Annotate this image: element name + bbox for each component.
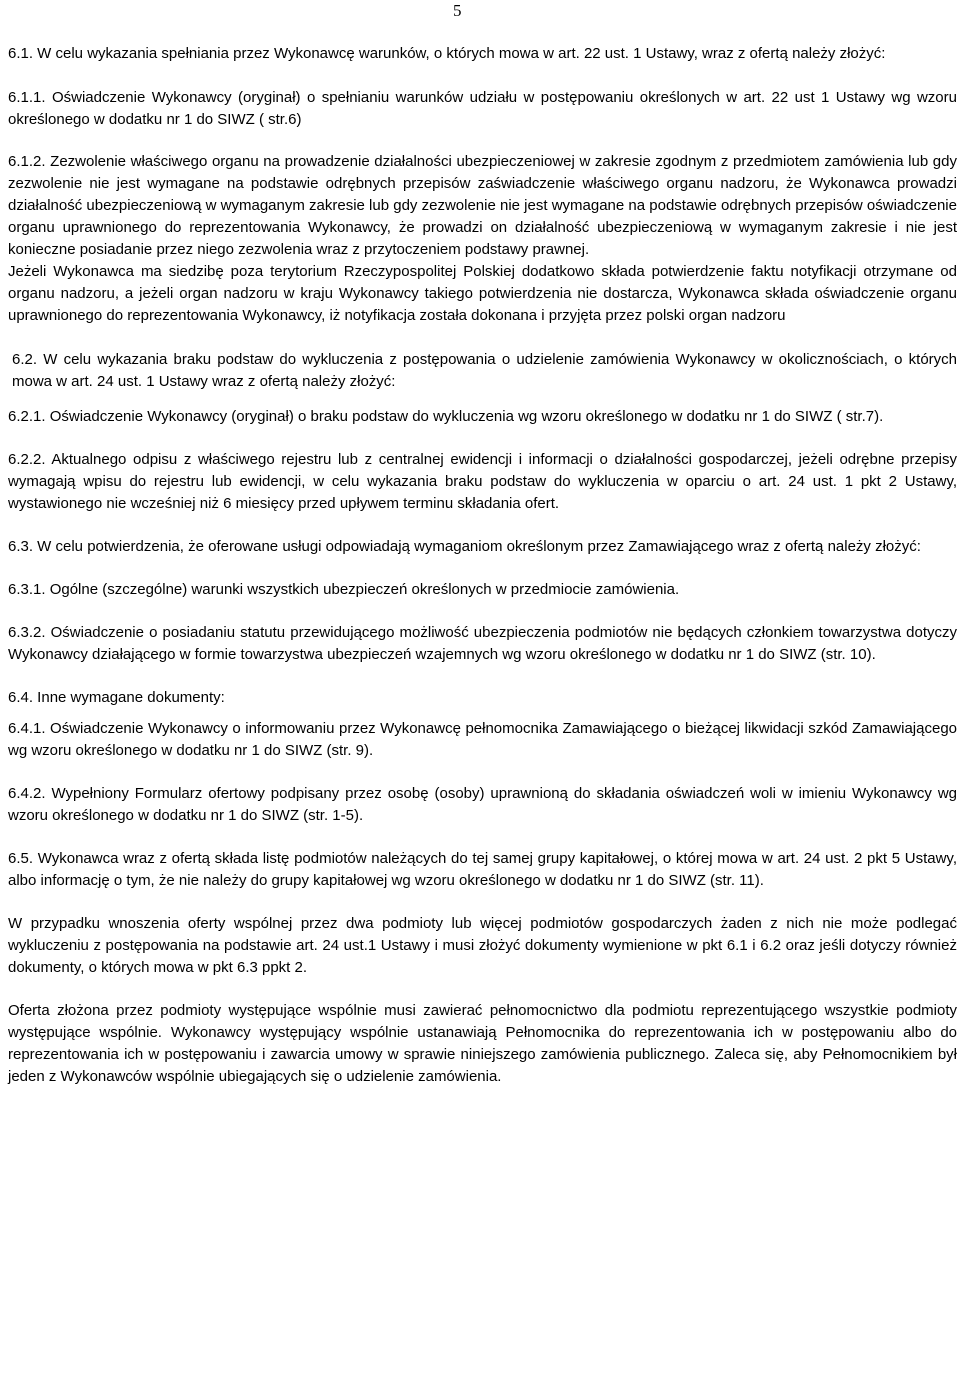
paragraph-6-3: 6.3. W celu potwierdzenia, że oferowane usługi odpowiadają wymaganiom określonym przez Zamawiającego wraz z ofertą należy złożyć:	[8, 538, 921, 555]
paragraph-6-4: 6.4. Inne wymagane dokumenty:	[8, 689, 225, 706]
paragraph-foreign-seat: Jeżeli Wykonawca ma siedzibę poza terytorium Rzeczypospolitej Polskiej dodatkowo składa potwierdzenie faktu notyfikacji otrzymane od organu nadzoru, a jeżeli organ nadzoru w kraju Wykonawcy takiego potwierdzenia nie dostarcza, Wykonawca składa oświadczenie organu uprawnionego do reprezentowania Wykonawcy, iż notyfikacja została dokonana i przyjęta przez polski organ nadzoru	[8, 263, 957, 324]
paragraph-6-1: 6.1. W celu wykazania spełniania przez Wykonawcę warunków, o których mowa w art. 22 ust. 1 Ustawy, wraz z ofertą należy złożyć:	[8, 45, 886, 62]
paragraph-6-3-2: 6.3.2. Oświadczenie o posiadaniu statutu przewidującego możliwość ubezpieczenia podmiotów nie będących członkiem towarzystwa dotyczy Wykonawcy działającego w formie towarzystwa ubezpieczeń wzajemnych wg wzoru określonego w dodatku nr 1 do SIWZ (str. 10).	[8, 624, 957, 663]
paragraph-6-5: 6.5. Wykonawca wraz z ofertą składa listę podmiotów należących do tej samej grupy kapitałowej, o której mowa w art. 24 ust. 2 pkt 5 Ustawy, albo informację o tym, że nie należy do grupy kapitałowej wg wzoru określonego w dodatku nr 1 do SIWZ (str. 11).	[8, 850, 957, 889]
paragraph-6-2: 6.2. W celu wykazania braku podstaw do wykluczenia z postępowania o udzielenie zamówienia Wykonawcy w okolicznościach, o których mowa w art. 24 ust. 1 Ustawy wraz z ofertą należy złożyć:	[12, 351, 957, 390]
paragraph-6-1-2: 6.1.2. Zezwolenie właściwego organu na prowadzenie działalności ubezpieczeniowej w zakresie zgodnym z przedmiotem zamówienia lub gdy zezwolenie nie jest wymagane na podstawie odrębnych przepisów zaświadczenie właściwego organu nadzoru, że Wykonawca prowadzi działalność ubezpieczeniową w wymaganym zakresie lub gdy zezwolenie nie jest wymagane na podstawie odrębnych przepisów oświadczenie organu uprawnionego do reprezentowania Wykonawcy, że prowadzi on działalność ubezpieczeniową w wymaganym zakresie i nie jest konieczne posiadanie przez niego zezwolenia wraz z przytoczeniem podstawy prawnej.	[8, 153, 957, 258]
paragraph-6-2-1: 6.2.1. Oświadczenie Wykonawcy (oryginał) o braku podstaw do wykluczenia wg wzoru określonego w dodatku nr 1 do SIWZ ( str.7).	[8, 408, 884, 425]
paragraph-6-2-2: 6.2.2. Aktualnego odpisu z właściwego rejestru lub z centralnej ewidencji i informacji o działalności gospodarczej, jeżeli odrębne przepisy wymagają wpisu do rejestru lub ewidencji, w celu wykazania braku podstaw do wykluczenia w oparciu o art. 24 ust. 1 pkt 2 Ustawy, wystawionego nie wcześniej niż 6 miesięcy przed upływem terminu składania ofert.	[8, 451, 957, 512]
paragraph-6-1-1: 6.1.1. Oświadczenie Wykonawcy (oryginał) o spełnianiu warunków udziału w postępowaniu określonych w art. 22 ust 1 Ustawy wg wzoru określonego w dodatku nr 1 do SIWZ ( str.6)	[8, 89, 957, 128]
page-number: 5	[453, 1, 462, 20]
paragraph-joint-offer: W przypadku wnoszenia oferty wspólnej przez dwa podmioty lub więcej podmiotów gospodarczych żaden z nich nie może podlegać wykluczeniu z postępowania na podstawie art. 24 ust.1 Ustawy i musi złożyć dokumenty wymienione w pkt 6.1 i 6.2 oraz jeśli dotyczy również dokumenty, o których mowa w pkt 6.3 ppkt 2.	[8, 915, 957, 976]
paragraph-joint-offer-power-of-attorney: Oferta złożona przez podmioty występujące wspólnie musi zawierać pełnomocnictwo dla podmiotu reprezentującego wszystkie podmioty występujące wspólnie. Wykonawcy występujący wspólnie ustanawiają Pełnomocnika do reprezentowania ich w postępowaniu albo do reprezentowania ich w postępowaniu i zawarcia umowy w sprawie niniejszego zamówienia publicznego. Zaleca się, aby Pełnomocnikiem był jeden z Wykonawców wspólnie ubiegających się o udzielenie zamówienia.	[8, 1002, 957, 1085]
document-body	[8, 43, 957, 1088]
paragraph-6-4-1: 6.4.1. Oświadczenie Wykonawcy o informowaniu przez Wykonawcę pełnomocnika Zamawiającego o bieżącej likwidacji szkód Zamawiającego wg wzoru określonego w dodatku nr 1 do SIWZ (str. 9).	[8, 720, 957, 759]
paragraph-6-3-1: 6.3.1. Ogólne (szczególne) warunki wszystkich ubezpieczeń określonych w przedmiocie zamówienia.	[8, 581, 680, 598]
paragraph-6-4-2: 6.4.2. Wypełniony Formularz ofertowy podpisany przez osobę (osoby) uprawnioną do składania oświadczeń woli w imieniu Wykonawcy wg wzoru określonego w dodatku nr 1 do SIWZ (str. 1-5).	[8, 785, 957, 824]
